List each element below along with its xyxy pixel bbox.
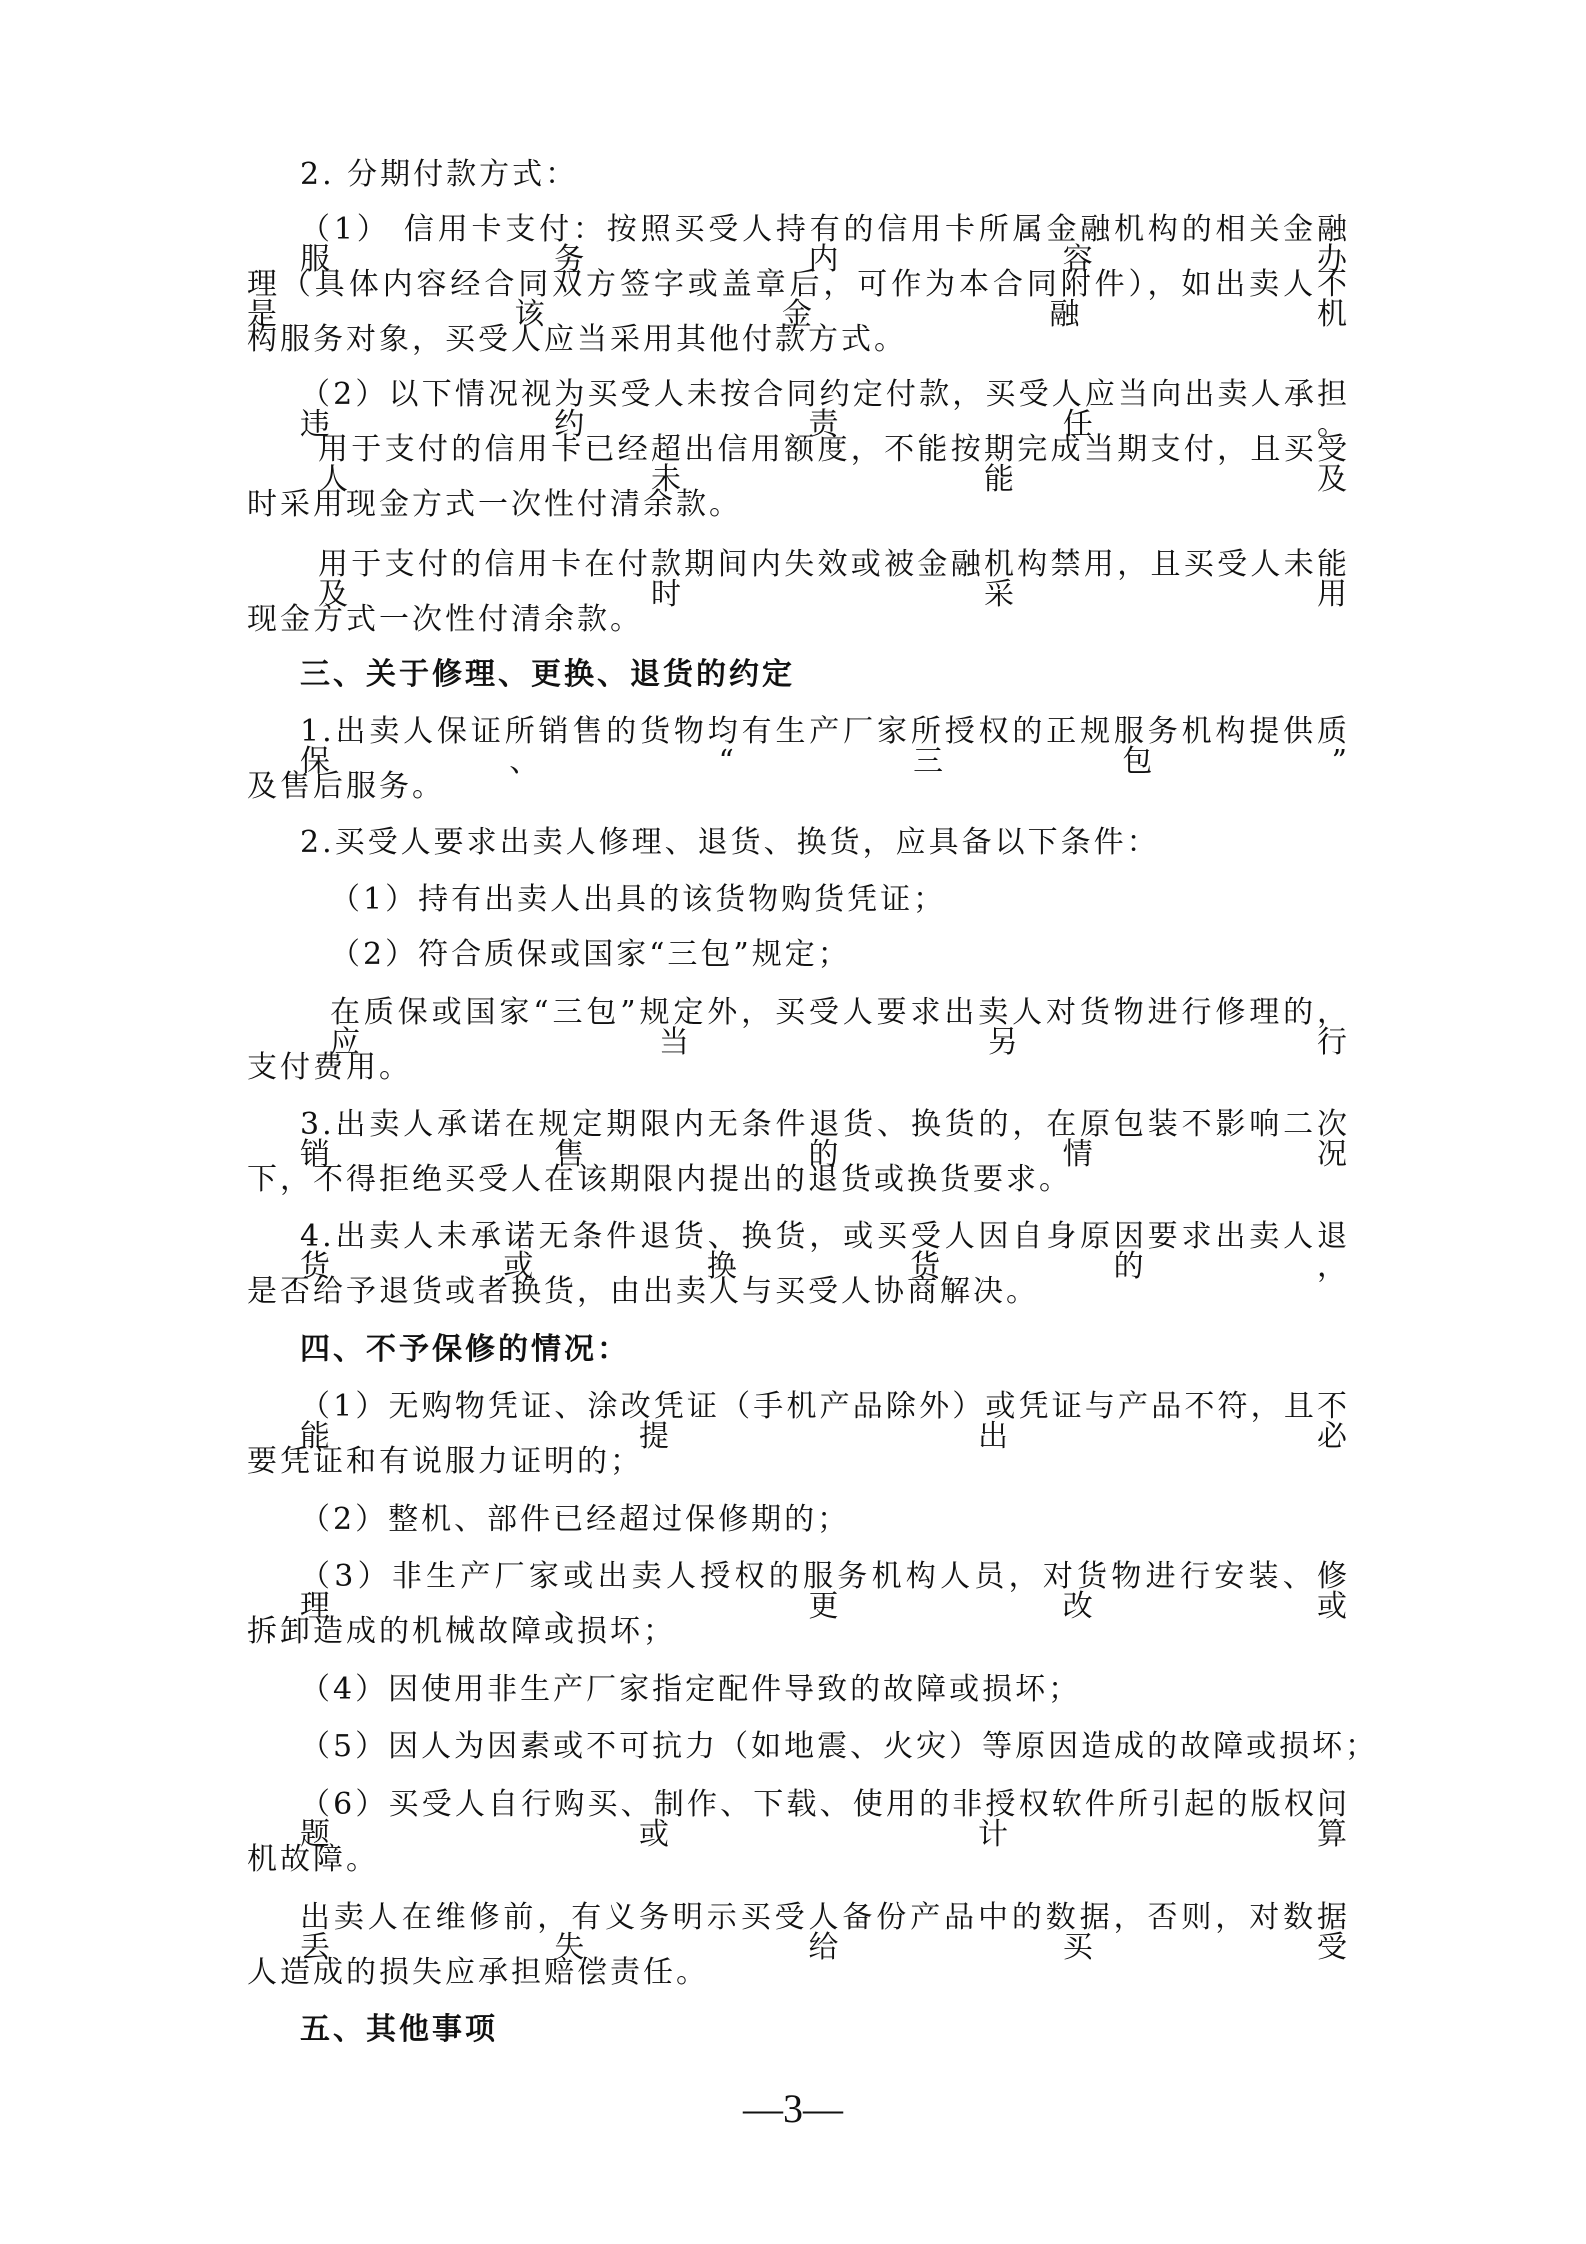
text-line: （6）买受人自行购买、制作、下载、使用的非授权软件所引起的版权问题或计算	[300, 1787, 1350, 1852]
text-line: （1）持有出卖人出具的该货物购货凭证；	[330, 882, 947, 917]
text-line: 是否给予退货或者换货，由出卖人与买受人协商解决。	[247, 1274, 1039, 1309]
section-heading: 四、不予保修的情况：	[300, 1332, 630, 1367]
section-heading: 三、关于修理、更换、退货的约定	[300, 657, 795, 692]
text-line: 3.出卖人承诺在规定期限内无条件退货、换货的，在原包装不影响二次销售的情况	[300, 1107, 1350, 1172]
text-line: 用于支付的信用卡已经超出信用额度，不能按期完成当期支付，且买受人未能及	[318, 432, 1350, 497]
text-line: （1）无购物凭证、涂改凭证（手机产品除外）或凭证与产品不符，且不能提出必	[300, 1389, 1350, 1454]
text-line: 4.出卖人未承诺无条件退货、换货，或买受人因自身原因要求出卖人退货或换货的，	[300, 1219, 1350, 1284]
text-line: 构服务对象，买受人应当采用其他付款方式。	[247, 322, 907, 357]
text-line: 下，不得拒绝买受人在该期限内提出的退货或换货要求。	[247, 1162, 1072, 1197]
text-line: 及售后服务。	[247, 769, 445, 804]
text-line: 出卖人在维修前，有义务明示买受人备份产品中的数据，否则，对数据丢失给买受	[300, 1900, 1350, 1965]
text-line: 支付费用。	[247, 1050, 412, 1085]
text-line: （2）符合质保或国家“三包”规定；	[330, 937, 851, 972]
text-line: 2. 分期付款方式：	[300, 157, 579, 192]
text-line: 2.买受人要求出卖人修理、退货、换货，应具备以下条件：	[300, 825, 1160, 860]
text-line: （3）非生产厂家或出卖人授权的服务机构人员，对货物进行安装、修理、更改或	[300, 1559, 1350, 1624]
text-line: 用于支付的信用卡在付款期间内失效或被金融机构禁用，且买受人未能及时采用	[318, 547, 1350, 612]
text-line: 理（具体内容经合同双方签字或盖章后，可作为本合同附件），如出卖人不是该金融机	[247, 267, 1350, 332]
text-line: （2）以下情况视为买受人未按合同约定付款，买受人应当向出卖人承担违约责任。	[300, 377, 1350, 442]
text-line: 要凭证和有说服力证明的；	[247, 1444, 643, 1479]
text-line: 在质保或国家“三包”规定外，买受人要求出卖人对货物进行修理的，应当另行	[330, 995, 1350, 1060]
text-line: 现金方式一次性付清余款。	[247, 602, 643, 637]
text-line: 1.出卖人保证所销售的货物均有生产厂家所授权的正规服务机构提供质保、“三包”	[300, 714, 1350, 779]
text-line: 人造成的损失应承担赔偿责任。	[247, 1955, 709, 1990]
text-line: （4）因使用非生产厂家指定配件导致的故障或损坏；	[300, 1672, 1082, 1707]
text-line: （1） 信用卡支付：按照买受人持有的信用卡所属金融机构的相关金融服务内容办	[300, 212, 1350, 277]
text-line: 机故障。	[247, 1842, 379, 1877]
section-heading: 五、其他事项	[300, 2012, 498, 2047]
text-line: （5）因人为因素或不可抗力（如地震、火灾）等原因造成的故障或损坏；	[300, 1729, 1379, 1764]
text-line: 拆卸造成的机械故障或损坏；	[247, 1614, 676, 1649]
text-line: 时采用现金方式一次性付清余款。	[247, 487, 742, 522]
page-number: —3—	[743, 2086, 843, 2131]
text-line: （2）整机、部件已经超过保修期的；	[300, 1502, 851, 1537]
